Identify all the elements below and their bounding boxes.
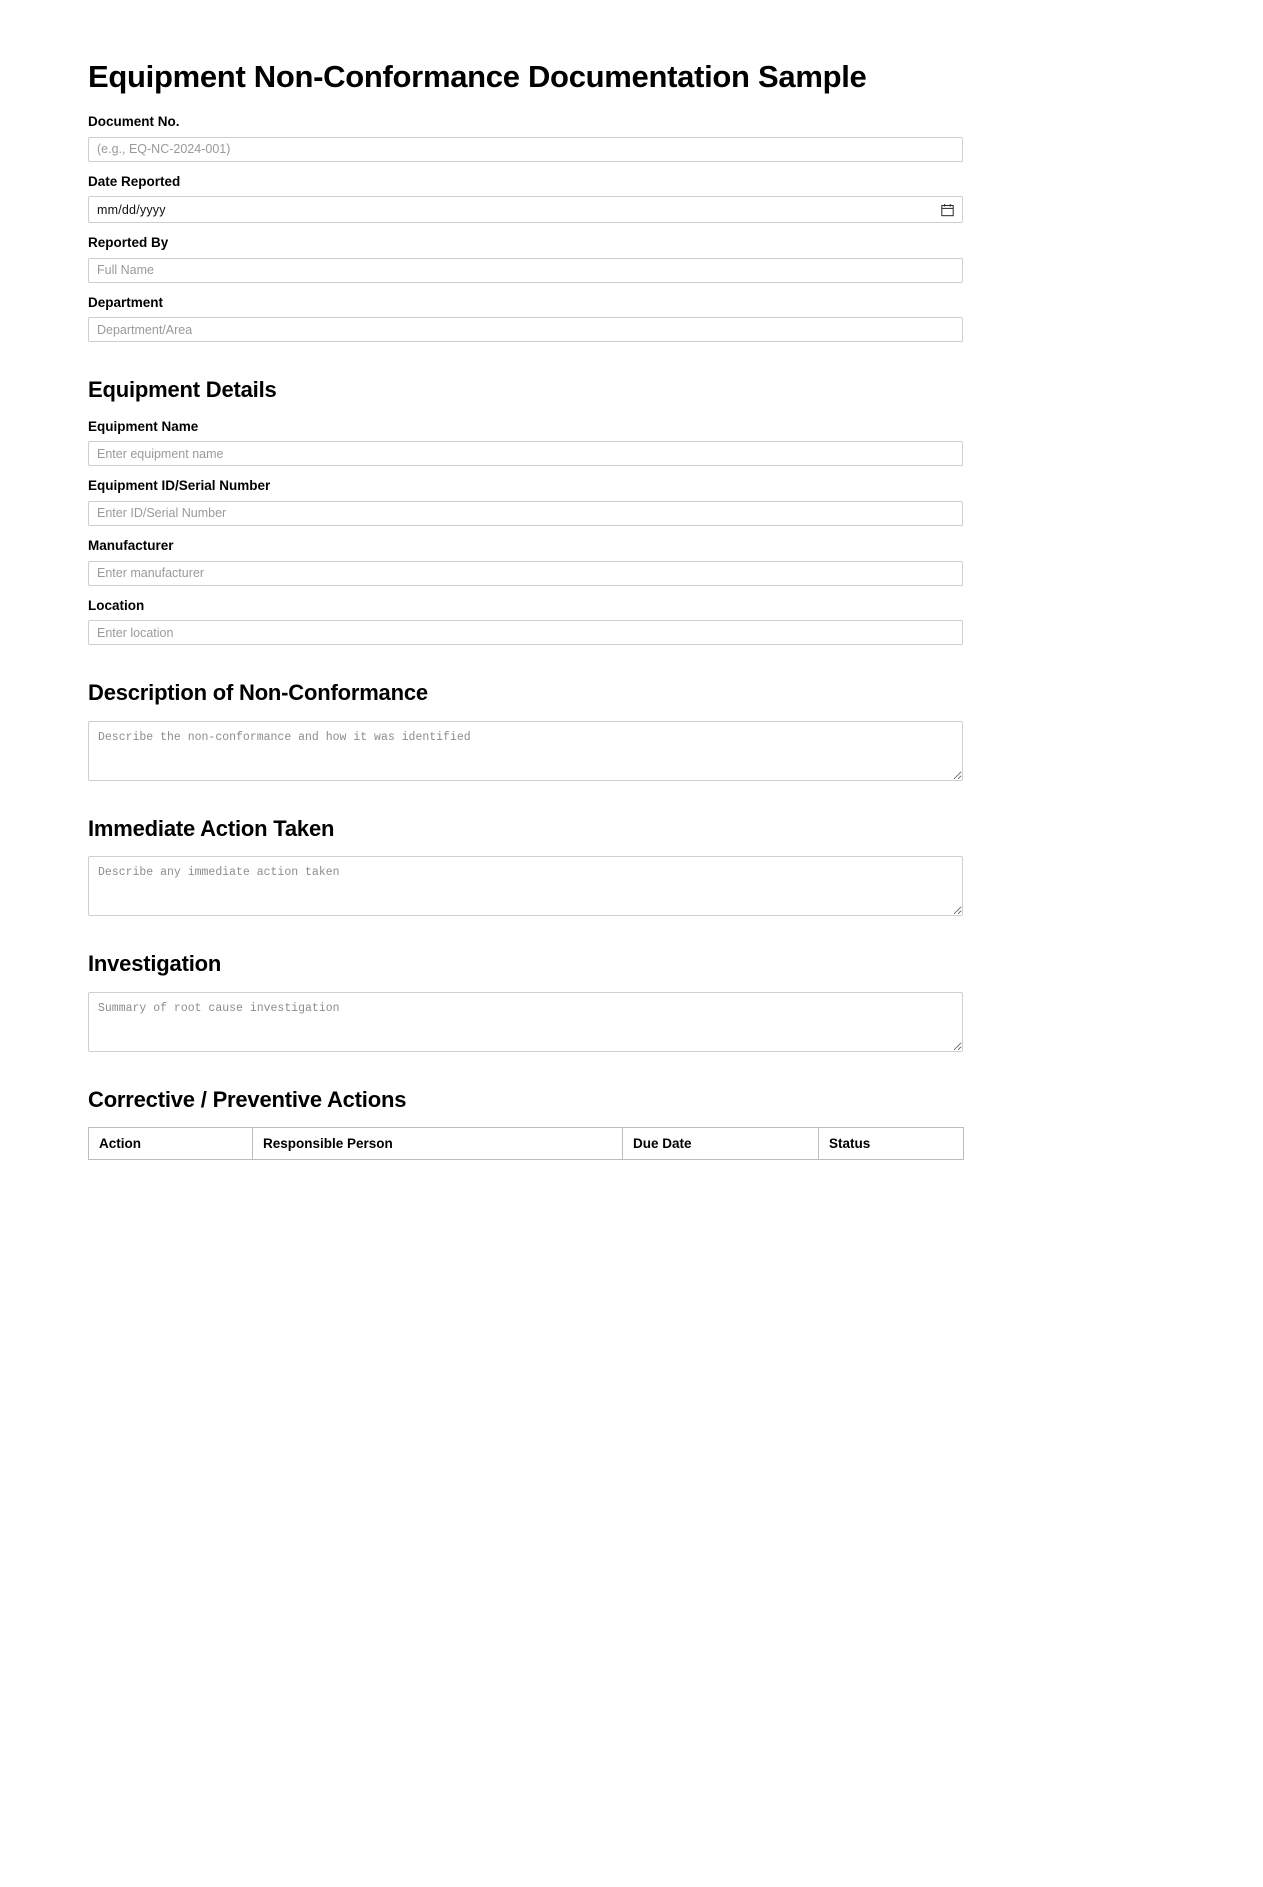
column-header-responsible-person: Responsible Person bbox=[253, 1128, 623, 1160]
location-input[interactable] bbox=[88, 620, 963, 645]
column-header-action: Action bbox=[89, 1128, 253, 1160]
heading-description: Description of Non-Conformance bbox=[88, 680, 428, 706]
field-equipment-name bbox=[88, 418, 1159, 467]
field-department bbox=[88, 294, 1159, 343]
equipment-id-input[interactable] bbox=[88, 501, 963, 526]
calendar-icon[interactable] bbox=[941, 203, 954, 216]
label-reported-by: Reported By bbox=[88, 235, 169, 251]
field-reported-by bbox=[88, 234, 1159, 283]
investigation-textarea[interactable] bbox=[88, 992, 963, 1052]
label-date-reported: Date Reported bbox=[88, 173, 181, 189]
table-header bbox=[89, 1128, 964, 1160]
reported-by-input[interactable] bbox=[88, 258, 963, 283]
heading-corrective-actions: Corrective / Preventive Actions bbox=[88, 1086, 407, 1112]
field-equipment-id bbox=[88, 477, 1159, 526]
description-textarea[interactable] bbox=[88, 721, 963, 781]
label-manufacturer: Manufacturer bbox=[88, 537, 174, 553]
department-input[interactable] bbox=[88, 317, 963, 342]
document-no-input[interactable] bbox=[88, 137, 963, 162]
date-reported-wrapper bbox=[88, 196, 963, 223]
date-reported-input[interactable] bbox=[88, 196, 963, 223]
column-header-due-date: Due Date bbox=[623, 1128, 819, 1160]
heading-investigation: Investigation bbox=[88, 951, 222, 977]
label-department: Department bbox=[88, 294, 164, 310]
label-equipment-id: Equipment ID/Serial Number bbox=[88, 478, 271, 494]
corrective-actions-table bbox=[88, 1127, 964, 1160]
heading-immediate-action: Immediate Action Taken bbox=[88, 815, 335, 841]
manufacturer-input[interactable] bbox=[88, 561, 963, 586]
label-location: Location bbox=[88, 597, 145, 613]
field-date-reported bbox=[88, 173, 1159, 224]
table-header-row bbox=[89, 1128, 964, 1160]
corrective-actions-table-clip bbox=[88, 1127, 963, 1155]
field-document-no bbox=[88, 113, 1159, 162]
column-header-status: Status bbox=[819, 1128, 964, 1160]
immediate-action-textarea[interactable] bbox=[88, 856, 963, 916]
equipment-name-input[interactable] bbox=[88, 441, 963, 466]
heading-equipment-details: Equipment Details bbox=[88, 377, 277, 403]
date-format-hint: mm/dd/yyyy bbox=[97, 202, 166, 217]
label-document-no: Document No. bbox=[88, 114, 180, 130]
field-manufacturer bbox=[88, 537, 1159, 586]
label-equipment-name: Equipment Name bbox=[88, 418, 199, 434]
field-location bbox=[88, 597, 1159, 646]
page-title: Equipment Non-Conformance Documentation Sample bbox=[88, 59, 867, 94]
